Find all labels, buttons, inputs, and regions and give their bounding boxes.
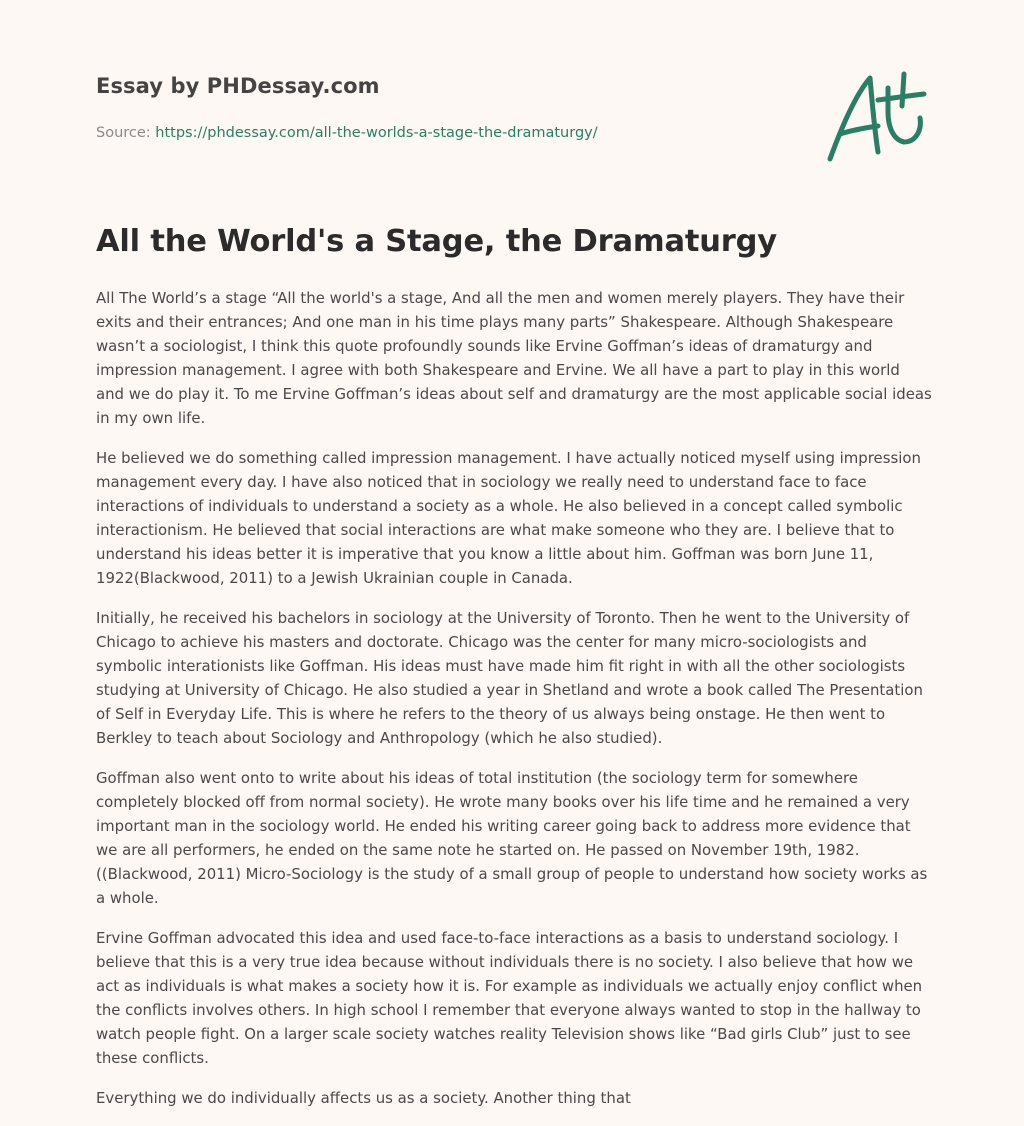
a-plus-logo-icon [822, 66, 932, 166]
page-header [96, 74, 928, 141]
essay-paragraph: All The World’s a stage “All the world's a stage, And all the men and women merely players. They have their exits and their entrances; And one man in his time plays many parts” Shakespeare. Although Shakespeare wasn’t a sociologist, I think this quote profoundly sounds like Ervine Goffman’s ideas of dramaturgy and impression management. I agree with both Shakespeare and Ervine. We all have a part to play in this world and we do play it. To me Ervine Goffman’s ideas about self and dramaturgy are the most applicable social ideas in my own life. [96, 289, 932, 427]
essay-paragraph: Everything we do individually affects us as a society. Another thing that [96, 1089, 631, 1107]
essay-paragraph: Initially, he received his bachelors in sociology at the University of Toronto. Then he went to the University of Chicago to achieve his masters and doctorate. Chicago was the center for many micro-sociologists and symbolic interationists like Goffman. His ideas must have made him fit right in with all the other sociologists studying at University of Chicago. He also studied a year in Shetland and wrote a book called The Presentation of Self in Everyday Life. This is where he refers to the theory of us always being onstage. He then went to Berkley to teach about Sociology and Anthropology (which he also studied). [96, 609, 923, 747]
essay-paragraph: Goffman also went onto to write about his ideas of total institution (the sociology term for somewhere completely blocked off from normal society). He wrote many books over his life time and he remained a very important man in the sociology world. He ended his writing career going back to address more evidence that we are all performers, he ended on the same note he started on. He passed on November 19th, 1982. ((Blackwood, 2011) Micro-Sociology is the study of a small group of people to understand how society works as a whole. [96, 769, 928, 907]
essay-paragraph: He believed we do something called impression management. I have actually noticed myself using impression management every day. I have also noticed that in sociology we really need to understand face to face interactions of individuals to understand a society as a whole. He also believed in a concept called symbolic interactionism. He believed that social interactions are what make someone who they are. I believe that to understand his ideas better it is imperative that you know a little about him. Goffman was born June 11, 1922(Blackwood, 2011) to a Jewish Ukrainian couple in Canada. [96, 449, 921, 587]
essay-title: All the World's a Stage, the Dramaturgy [96, 224, 777, 259]
brand-name: Essay by PHDessay.com [96, 74, 380, 98]
essay-body [96, 286, 932, 1126]
essay-paragraph: Ervine Goffman advocated this idea and used face-to-face interactions as a basis to understand sociology. I believe that this is a very true idea because without individuals there is no society. I also believe that how we act as individuals is what makes a society how it is. For example as individuals we actually enjoy conflict when the conflicts involves others. In high school I remember that everyone always wanted to stop in the hallway to watch people fight. On a larger scale society watches reality Television shows like “Bad girls Club” just to see these conflicts. [96, 929, 923, 1067]
source-label: Source: [96, 125, 156, 141]
source-link[interactable]: https://phdessay.com/all-the-worlds-a-stage-the-dramaturgy/ [155, 125, 598, 141]
source-line [96, 125, 598, 141]
